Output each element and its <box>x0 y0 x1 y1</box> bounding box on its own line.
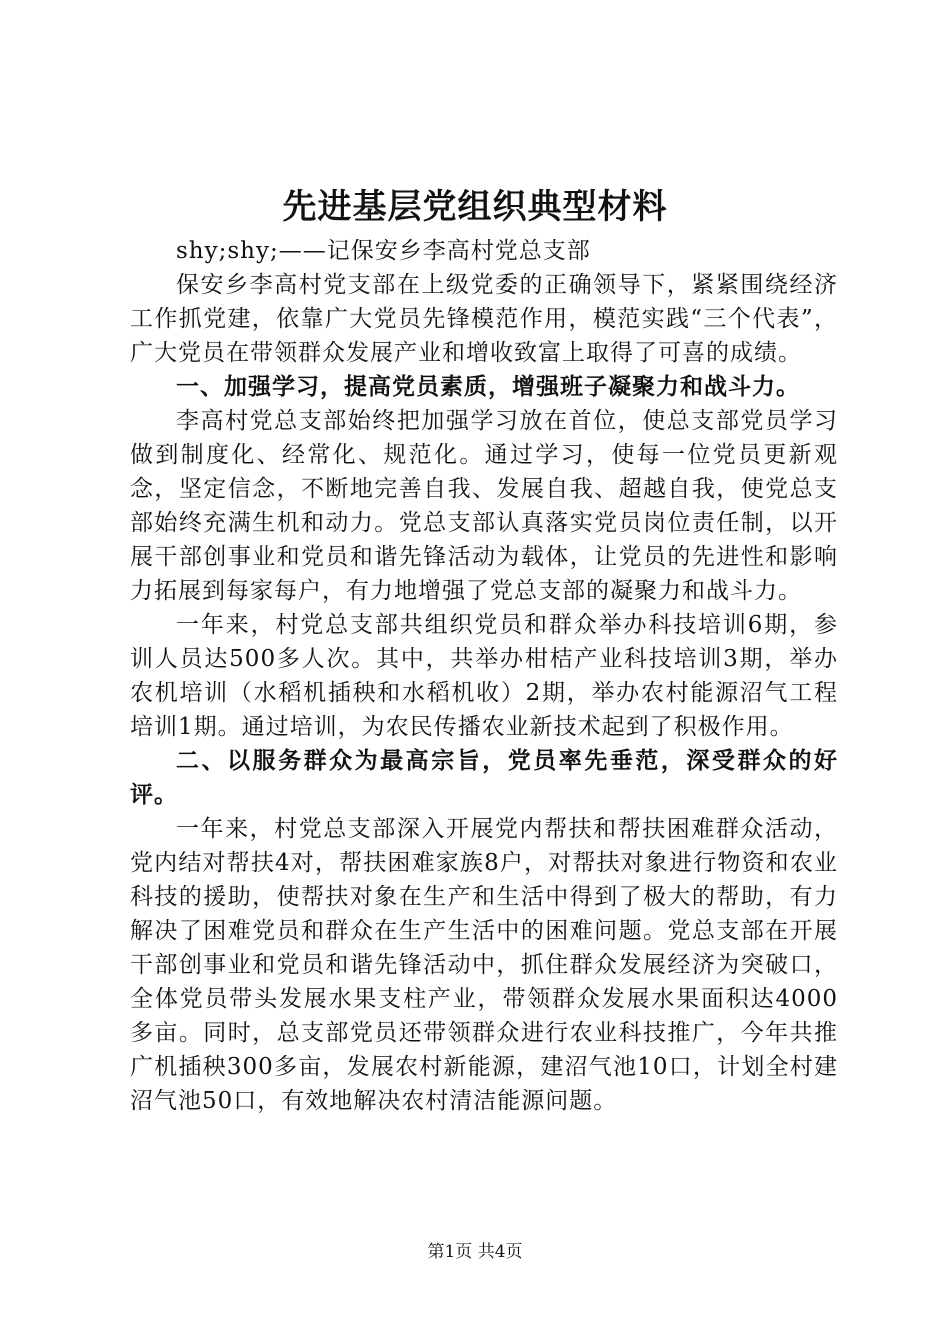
page-number-footer: 第1页 共4页 <box>427 1242 523 1262</box>
document-body <box>130 234 838 1118</box>
document-title: 先进基层党组织典型材料 <box>282 187 668 227</box>
section-heading-2: 二、以服务群众为最高宗旨，党员率先垂范，深受群众的好评。 <box>130 748 838 808</box>
section-1-paragraph-2: 一年来，村党总支部共组织党员和群众举办科技培训6期，参训人员达500多人次。其中，共举办柑桔产业科技培训3期，举办农机培训（水稻机插秧和水稻机收）2期，举办农村能源沼气工程培训1期。通过培训，为农民传播农业新技术起到了积极作用。 <box>130 612 838 740</box>
section-2-paragraph-1: 一年来，村党总支部深入开展党内帮扶和帮扶困难群众活动，党内结对帮扶4对，帮扶困难家族8户，对帮扶对象进行物资和农业科技的援助，使帮扶对象在生产和生活中得到了极大的帮助，有力解决了困难党员和群众在生产生活中的困难问题。党总支部在开展干部创事业和党员和谐先锋活动中，抓住群众发展经济为突破口，全体党员带头发展水果支柱产业，带领群众发展水果面积达4000多亩。同时，总支部党员还带领群众进行农业科技推广，今年共推广机插秧300多亩，发展农村新能源，建沼气池10口，计划全村建沼气池50口，有效地解决农村清洁能源问题。 <box>130 816 838 1114</box>
section-1-paragraph-1: 李高村党总支部始终把加强学习放在首位，使总支部党员学习做到制度化、经常化、规范化。通过学习，使每一位党员更新观念，坚定信念，不断地完善自我、发展自我、超越自我，使党总支部始终充满生机和动力。党总支部认真落实党员岗位责任制，以开展干部创事业和党员和谐先锋活动为载体，让党员的先进性和影响力拓展到每家每户，有力地增强了党总支部的凝聚力和战斗力。 <box>130 408 838 604</box>
section-heading-1: 一、加强学习，提高党员素质，增强班子凝聚力和战斗力。 <box>176 374 800 400</box>
intro-paragraph: 保安乡李高村党支部在上级党委的正确领导下，紧紧围绕经济工作抓党建，依靠广大党员先锋模范作用，模范实践“三个代表”，广大党员在带领群众发展产业和增收致富上取得了可喜的成绩。 <box>130 272 838 366</box>
document-subtitle: shy;shy;——记保安乡李高村党总支部 <box>176 238 591 264</box>
